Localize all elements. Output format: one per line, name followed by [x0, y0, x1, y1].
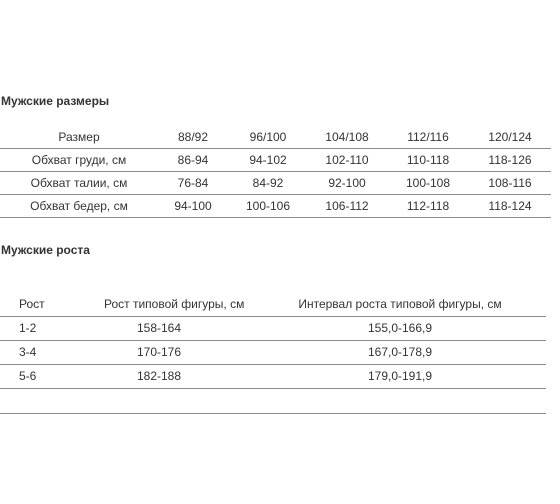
table-row	[0, 341, 546, 365]
table-cell: 92-100	[328, 176, 366, 190]
table-cell: 3-4	[19, 345, 37, 359]
table-cell: 106-112	[325, 199, 369, 213]
mens-sizes-table	[0, 126, 551, 218]
table-cell: 167,0-178,9	[367, 345, 433, 359]
table-cell: 5-6	[19, 369, 37, 383]
table-cell: 158-164	[136, 321, 182, 335]
table-cell: Обхват бедер, см	[30, 199, 128, 213]
table-row	[0, 172, 551, 195]
table-cell: 155,0-166,9	[367, 321, 433, 335]
table-cell: 112-118	[406, 199, 450, 213]
table-cell: 94-100	[174, 199, 212, 213]
table-cell: 96/100	[249, 130, 287, 144]
table-cell: 108-116	[488, 176, 532, 190]
table-header-cell: Рост	[19, 297, 45, 311]
mens-sizes-heading: Мужские размеры	[1, 94, 110, 108]
table-cell: 94-102	[249, 153, 287, 167]
table-cell: 76-84	[177, 176, 209, 190]
table-cell: 1-2	[19, 321, 37, 335]
table-header-row	[0, 293, 546, 317]
table-header-cell: Интервал роста типовой фигуры, см	[298, 297, 502, 311]
table-cell: 110-118	[406, 153, 450, 167]
table-row	[0, 317, 546, 341]
table-cell: 86-94	[177, 153, 209, 167]
table-cell: 112/116	[407, 130, 449, 144]
table-cell: 84-92	[252, 176, 284, 190]
table-row	[0, 126, 551, 149]
table-cell: 104/108	[325, 130, 369, 144]
mens-heights-heading: Мужские роста	[1, 243, 90, 257]
table-row	[0, 365, 546, 389]
table-header-cell: Рост типовой фигуры, см	[104, 297, 245, 311]
table-cell: 170-176	[136, 345, 182, 359]
mens-heights-table	[0, 293, 546, 414]
table-cell: 182-188	[136, 369, 182, 383]
table-cell: Обхват талии, см	[30, 176, 128, 190]
table-cell: 102-110	[325, 153, 369, 167]
table-cell: 100-108	[405, 176, 451, 190]
table-cell: 100-106	[245, 199, 291, 213]
table-cell: Обхват груди, см	[31, 153, 127, 167]
table-cell: 118-126	[488, 153, 532, 167]
table-row	[0, 195, 551, 218]
table-cell: 118-124	[488, 199, 532, 213]
table-cell: Размер	[58, 130, 100, 144]
table-row	[0, 149, 551, 172]
table-cell: 179,0-191,9	[367, 369, 433, 383]
table-cell: 120/124	[488, 130, 532, 144]
table-cell: 88/92	[177, 130, 209, 144]
table-empty-row	[0, 389, 546, 414]
